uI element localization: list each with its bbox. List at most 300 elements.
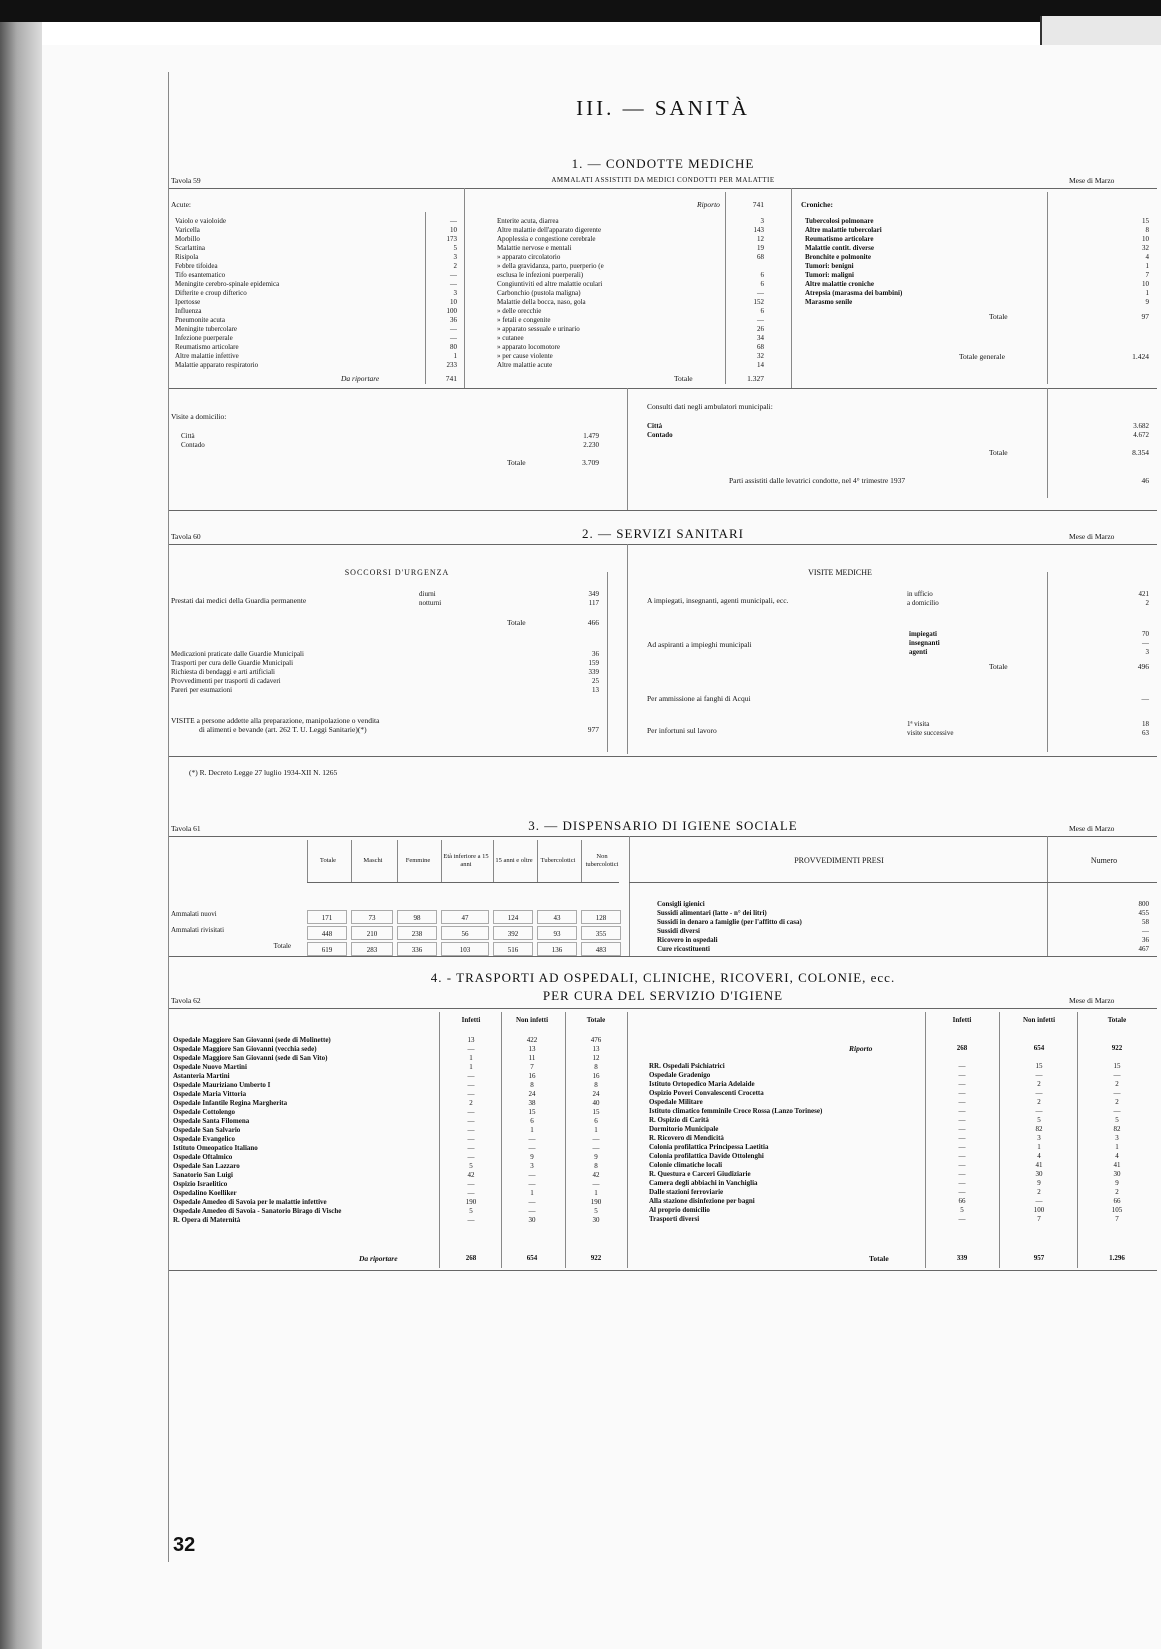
istituto-label: RR. Ospedali Psichiatrici — [649, 1062, 725, 1070]
totale-value: 2 — [1115, 1098, 1119, 1106]
croniche-row-label: Tumori: benigni — [805, 262, 854, 270]
consulti-row-value: 4.672 — [1133, 431, 1149, 439]
istituto-label: Dormitorio Municipale — [649, 1125, 719, 1133]
prestati-sub-label: notturni — [419, 599, 442, 607]
provvedimento-value: 467 — [1138, 945, 1149, 953]
dispensario-cell: 56 — [441, 926, 489, 940]
totale-value: 5 — [594, 1207, 598, 1215]
mid-row-label: Apoplessia e congestione cerebrale — [497, 235, 596, 243]
infetti-value: — — [958, 1089, 966, 1097]
croniche-row-label: Tumori: maligni — [805, 271, 854, 279]
scan-corner — [1040, 16, 1161, 46]
dispensario-cell: 136 — [537, 942, 577, 956]
acute-row-label: Reumatismo articolare — [175, 343, 239, 351]
provvedimento-label: Cure ricostituenti — [657, 945, 710, 953]
croniche-row-label: Tubercolosi polmonare — [805, 217, 874, 225]
non-infetti-value: 3 — [1037, 1134, 1041, 1142]
ospedale-label: Ospizio Israelitico — [173, 1180, 228, 1188]
acute-row-label: Ipertosse — [175, 298, 201, 306]
da-riportare-value: 922 — [590, 1254, 602, 1262]
dispensario-cell: 448 — [307, 926, 347, 940]
acute-row-value: 173 — [446, 235, 457, 243]
non-infetti-value: — — [528, 1144, 536, 1152]
ospedale-label: Ospedale Santa Filomena — [173, 1117, 250, 1125]
page-number: 32 — [173, 1534, 196, 1556]
provvedimento-label: Sussidi in denaro a famiglie (per l'affitto di casa) — [657, 918, 802, 926]
mid-row-value: 14 — [757, 361, 764, 369]
dispensario-cell: 336 — [397, 942, 437, 956]
aspiranti-value: 70 — [1142, 630, 1149, 638]
istituto-label: R. Questura e Carceri Giudiziarie — [649, 1170, 751, 1178]
croniche-row-label: Altre malattie croniche — [805, 280, 874, 288]
soccorsi-heading: SOCCORSI D'URGENZA — [344, 568, 450, 577]
divider — [464, 188, 465, 388]
dispensario-cell: 128 — [581, 910, 621, 924]
provvedimento-label: Sussidi diversi — [657, 927, 700, 935]
divider — [169, 836, 1157, 837]
s3-tavola: Tavola 61 — [171, 824, 201, 833]
book-binding-edge — [0, 22, 42, 1649]
totale-value: 1 — [594, 1126, 598, 1134]
altri-servizi-labels — [171, 650, 561, 695]
divider — [169, 544, 1157, 545]
da-riportare-value: 654 — [526, 1254, 538, 1262]
s4-tavola: Tavola 62 — [171, 996, 201, 1005]
acute-row-label: Morbillo — [175, 235, 200, 243]
acute-row-label: Varicella — [175, 226, 200, 234]
acute-values — [431, 217, 457, 370]
infetti-value: — — [467, 1108, 475, 1116]
dispensario-cell: 283 — [351, 942, 393, 956]
mid-row-value: 68 — [757, 343, 764, 351]
impiegati-label: A impiegati, insegnanti, agenti municipali, ecc. — [647, 596, 789, 605]
ospedale-label: Ospedalino Koelliker — [173, 1189, 237, 1197]
istituto-label: Ospedale Gradenigo — [649, 1071, 711, 1079]
acute-row-value: 2 — [453, 262, 457, 270]
non-infetti-value: 7 — [1037, 1215, 1041, 1223]
non-infetti-value: 9 — [1037, 1179, 1041, 1187]
mid-labels — [497, 217, 717, 370]
infetti-value: — — [958, 1107, 966, 1115]
mid-row-value: 32 — [757, 352, 764, 360]
consulti-row-value: 3.682 — [1133, 422, 1149, 430]
divider — [627, 388, 628, 510]
mid-row-label: Carbonchio (pustola maligna) — [497, 289, 581, 297]
acute-row-label: Altre malattie infettive — [175, 352, 239, 360]
infetti-value: 2 — [469, 1099, 473, 1107]
dispensario-cell: 171 — [307, 910, 347, 924]
croniche-row-label: Bronchite e polmonite — [805, 253, 871, 261]
ospedale-label: Ospedale San Lazzaro — [173, 1162, 240, 1170]
dispensario-cell: 619 — [307, 942, 347, 956]
dispensario-cell: 93 — [537, 926, 577, 940]
divider — [501, 1012, 502, 1268]
section-2-title: 2. — SERVIZI SANITARI — [582, 526, 744, 541]
mid-row-label: » apparato sessuale e urinario — [497, 325, 580, 333]
acute-row-value: 80 — [450, 343, 457, 351]
prestati-totale-value: 466 — [587, 618, 599, 627]
dispensario-row-label: Totale — [273, 942, 291, 950]
transport-right-infetti — [929, 1062, 995, 1224]
divider — [169, 956, 1157, 957]
totale-value: 105 — [1111, 1206, 1123, 1214]
infortuni-value: 18 — [1142, 720, 1149, 728]
acute-row-label: Difterite e croup difterico — [175, 289, 247, 297]
provvedimento-label: Consigli igienici — [657, 900, 705, 908]
croniche-labels — [805, 217, 1035, 307]
provvedimenti-values — [1069, 900, 1149, 954]
infetti-value: 5 — [469, 1207, 473, 1215]
divider — [169, 510, 1157, 511]
aspiranti-sub — [909, 630, 1009, 657]
non-infetti-value: 38 — [528, 1099, 536, 1107]
totale-value: 7 — [1115, 1215, 1119, 1223]
non-infetti-value: 1 — [1037, 1143, 1041, 1151]
non-infetti-value: — — [1035, 1089, 1043, 1097]
totale-value: 41 — [1113, 1161, 1121, 1169]
croniche-row-value: 9 — [1145, 298, 1149, 306]
acute-da-riportare-value: 741 — [445, 374, 457, 383]
infortuni-value: 63 — [1142, 729, 1149, 737]
aspiranti-values — [1069, 630, 1149, 657]
transport-right-labels — [649, 1062, 911, 1224]
divider — [439, 1012, 440, 1268]
infetti-value: — — [958, 1125, 966, 1133]
dispensario-cell: 73 — [351, 910, 393, 924]
right-totale-label: Totale — [869, 1254, 889, 1263]
totale-value: 13 — [592, 1045, 600, 1053]
ospedale-label: Ospedale Evangelico — [173, 1135, 236, 1143]
dispensario-cell: 103 — [441, 942, 489, 956]
infetti-value: — — [958, 1161, 966, 1169]
aspiranti-label: Ad aspiranti a impieghi municipali — [647, 640, 752, 649]
mid-row-value: 12 — [757, 235, 764, 243]
istituto-label: Dalle stazioni ferroviarie — [649, 1188, 724, 1196]
croniche-row-value: 32 — [1142, 244, 1149, 252]
mid-totale-value: 1.327 — [747, 374, 764, 383]
totale-value: — — [1113, 1071, 1121, 1079]
infetti-value: 13 — [467, 1036, 475, 1044]
totale-value: 5 — [1115, 1116, 1119, 1124]
divider — [791, 188, 792, 388]
transport-left-totale — [567, 1036, 625, 1225]
consulti-heading: Consulti dati negli ambulatori municipali: — [647, 402, 773, 411]
footnote: (*) R. Decreto Legge 27 luglio 1934-XII N. 1265 — [189, 768, 338, 777]
visite-persone-label-1: VISITE a persone addette alla preparazione, manipolazione o vendita — [171, 716, 380, 725]
istituto-label: Al proprio domicilio — [649, 1206, 710, 1214]
non-infetti-value: 24 — [528, 1090, 536, 1098]
totale-value: 6 — [594, 1117, 598, 1125]
dispensario-cell: 124 — [493, 910, 533, 924]
dispensario-col-header: Totale — [307, 840, 348, 882]
transport-col-header: Non infetti — [1022, 1016, 1056, 1024]
non-infetti-value: 16 — [528, 1072, 536, 1080]
mid-row-label: Altre malattie acute — [497, 361, 553, 369]
infetti-value: — — [467, 1090, 475, 1098]
infetti-value: 1 — [469, 1054, 473, 1062]
mid-row-label: » cutanee — [497, 334, 524, 342]
section-3-title: 3. — DISPENSARIO DI IGIENE SOCIALE — [528, 818, 798, 833]
mid-values — [734, 217, 764, 370]
divider — [607, 572, 608, 752]
acute-row-label: Tifo esantematico — [175, 271, 226, 279]
ospedale-label: Ospedale Infantile Regina Margherita — [173, 1099, 288, 1107]
non-infetti-value: 2 — [1037, 1098, 1041, 1106]
infetti-value: — — [958, 1179, 966, 1187]
istituto-label: Ospizio Poveri Convalescenti Crocetta — [649, 1089, 764, 1097]
croniche-row-value: 10 — [1142, 235, 1149, 243]
totale-value: 339 — [956, 1254, 968, 1262]
ospedale-label: Ospedale Amedeo di Savoia per le malattie infettive — [173, 1198, 327, 1206]
dispensario-row-label: Ammalati rivisitati — [171, 926, 225, 934]
totale-value: — — [592, 1144, 600, 1152]
infetti-value: 1 — [469, 1063, 473, 1071]
aspiranti-value: 3 — [1145, 648, 1149, 656]
mid-row-label: » fetali e congenite — [497, 316, 551, 324]
impiegati-value: 2 — [1145, 599, 1149, 607]
impiegati-sub-label: in ufficio — [907, 590, 933, 598]
non-infetti-value: — — [528, 1171, 536, 1179]
divider — [425, 212, 426, 384]
visite-row-value: 1.479 — [583, 432, 599, 440]
istituto-label: Colonia profilattica Principessa Laetitia — [649, 1143, 769, 1151]
provvedimento-value: 800 — [1138, 900, 1149, 908]
croniche-row-value: 7 — [1145, 271, 1149, 279]
non-infetti-value: 15 — [1035, 1062, 1043, 1070]
s3-mese: Mese di Marzo — [1069, 824, 1115, 833]
transport-right-header — [929, 1016, 1155, 1030]
croniche-row-value: 10 — [1142, 280, 1149, 288]
provvedimenti-labels — [657, 900, 1037, 954]
provvedimento-value: 36 — [1142, 936, 1149, 944]
visite-mediche-heading: VISITE MEDICHE — [808, 568, 872, 577]
croniche-row-label: Malattie contit. diverse — [805, 244, 875, 252]
dispensario-col-header: Maschi — [351, 840, 394, 882]
mid-row-value: 68 — [757, 253, 764, 261]
aspiranti-sub-label: impiegati — [909, 630, 937, 638]
acute-row-value: — — [450, 334, 457, 342]
impiegati-values — [1069, 590, 1149, 608]
totale-value: 9 — [594, 1153, 598, 1161]
non-infetti-value: 100 — [1033, 1206, 1045, 1214]
prestati-value: 117 — [588, 599, 599, 607]
croniche-row-label: Reumatismo articolare — [805, 235, 874, 243]
totale-value: 4 — [1115, 1152, 1119, 1160]
infortuni-sub-label: visite successive — [907, 729, 954, 737]
dispensario-col-header: Età inferiore a 15 anni — [441, 840, 490, 882]
totale-value: 476 — [590, 1036, 602, 1044]
mid-row-label: » apparato circolatorio — [497, 253, 561, 261]
infetti-value: 5 — [469, 1162, 473, 1170]
acute-row-label: Meningite cerebro-spinale epidemica — [175, 280, 280, 288]
ospedale-label: Ospedale Maggiore San Giovanni (sede di San Vito) — [173, 1054, 328, 1062]
infortuni-values — [1069, 720, 1149, 738]
totale-value: 30 — [592, 1216, 600, 1224]
infetti-value: — — [467, 1180, 475, 1188]
infetti-value: — — [958, 1116, 966, 1124]
totale-value: 8 — [594, 1162, 598, 1170]
mid-row-value: 26 — [757, 325, 764, 333]
prestati-totale-label: Totale — [507, 618, 526, 627]
totale-value: 15 — [1113, 1062, 1121, 1070]
dispensario-cell: 483 — [581, 942, 621, 956]
acute-row-value: 100 — [446, 307, 457, 315]
infetti-value: — — [958, 1080, 966, 1088]
consulti-labels — [647, 422, 1047, 440]
infetti-value: — — [467, 1045, 475, 1053]
infetti-value: — — [467, 1081, 475, 1089]
visite-domicilio-heading: Visite a domicilio: — [171, 412, 227, 421]
ospedale-label: Ospedale Mauriziano Umberto I — [173, 1081, 271, 1089]
ospedale-label: Ospedale Maggiore San Giovanni (sede di Molinette) — [173, 1036, 331, 1044]
mid-row-label: Enterite acuta, diarrea — [497, 217, 559, 225]
prestati-sub-label: diurni — [419, 590, 436, 598]
non-infetti-value: — — [1035, 1197, 1043, 1205]
istituto-label: Colonie climatiche locali — [649, 1161, 723, 1169]
mid-totale-label: Totale — [674, 374, 693, 383]
numero-heading: Numero — [1090, 856, 1118, 865]
altri-row-value: 159 — [588, 659, 599, 667]
aspiranti-sub-label: insegnanti — [909, 639, 940, 647]
totale-value: 957 — [1033, 1254, 1045, 1262]
non-infetti-value: — — [528, 1198, 536, 1206]
divider — [169, 1270, 1157, 1271]
non-infetti-value: — — [1035, 1107, 1043, 1115]
prestati-value: 349 — [588, 590, 599, 598]
mid-row-label: Altre malattie dell'apparato digerente — [497, 226, 602, 234]
infetti-value: — — [467, 1189, 475, 1197]
totale-value: 24 — [592, 1090, 600, 1098]
consulti-values — [1069, 422, 1149, 440]
totale-generale-label: Totale generale — [959, 352, 1005, 361]
non-infetti-value: 4 — [1037, 1152, 1041, 1160]
acute-row-label: Meningite tubercolare — [175, 325, 238, 333]
totale-value: — — [1113, 1089, 1121, 1097]
mid-row-value: — — [757, 289, 764, 297]
totale-value: 12 — [592, 1054, 600, 1062]
totale-value: 2 — [1115, 1080, 1119, 1088]
acute-row-label: Influenza — [175, 307, 202, 315]
istituto-label: Trasporti diversi — [649, 1215, 700, 1223]
infetti-value: — — [467, 1126, 475, 1134]
parti-label: Parti assistiti dalle levatrici condotte, nel 4° trimestre 1937 — [729, 476, 906, 485]
acute-labels — [175, 217, 425, 370]
infetti-value: — — [467, 1216, 475, 1224]
divider — [629, 882, 1157, 883]
mid-row-value: 6 — [760, 307, 764, 315]
non-infetti-value: 82 — [1035, 1125, 1043, 1133]
infetti-value: — — [958, 1062, 966, 1070]
mid-row-value: 19 — [757, 244, 764, 252]
divider — [627, 1012, 628, 1268]
divider — [1047, 388, 1048, 498]
consulti-row-label: Città — [647, 422, 663, 430]
croniche-row-value: 4 — [1145, 253, 1149, 261]
non-infetti-value: 5 — [1037, 1116, 1041, 1124]
infortuni-sub-label: 1ª visita — [907, 720, 930, 728]
infetti-value: — — [958, 1170, 966, 1178]
dispensario-col-header: 15 anni e oltre — [493, 840, 534, 882]
ospedale-label: Ospedale Amedeo di Savoia - Sanatorio Birago di Vische — [173, 1207, 342, 1215]
acqui-value: — — [1141, 694, 1149, 703]
parti-value: 46 — [1141, 476, 1149, 485]
istituto-label: Ospedale Militare — [649, 1098, 703, 1106]
divider — [1047, 836, 1048, 956]
visite-values — [559, 432, 599, 450]
dispensario-cell: 98 — [397, 910, 437, 924]
altri-row-label: Pareri per esumazioni — [171, 686, 233, 694]
dispensario-row-label: Ammalati nuovi — [171, 910, 217, 918]
mid-row-label: » della gravidanza, parto, puerperio (e — [497, 262, 604, 270]
non-infetti-value: — — [528, 1135, 536, 1143]
non-infetti-value: 3 — [530, 1162, 534, 1170]
totale-value: 8 — [594, 1063, 598, 1071]
divider — [169, 1008, 1157, 1009]
mid-row-label: Malattie della bocca, naso, gola — [497, 298, 586, 306]
visite-labels — [181, 432, 581, 450]
altri-row-value: 36 — [592, 650, 599, 658]
mid-row-label: » per cause violente — [497, 352, 553, 360]
right-riporto-label: Riporto — [849, 1044, 873, 1053]
totale-value: 82 — [1113, 1125, 1121, 1133]
transport-col-header: Totale — [586, 1016, 606, 1024]
dispensario-col-header: Femmine — [397, 840, 438, 882]
ospedale-label: Sanatorio San Luigi — [173, 1171, 233, 1179]
visite-persone-value: 977 — [587, 725, 599, 734]
divider — [725, 192, 726, 384]
altri-row-value: 25 — [592, 677, 599, 685]
divider — [169, 388, 1157, 389]
totale-value: 1 — [594, 1189, 598, 1197]
totale-value: 16 — [592, 1072, 600, 1080]
ospedale-label: Ospedale Oftalmico — [173, 1153, 233, 1161]
altri-row-label: Provvedimenti per trasporti di cadaveri — [171, 677, 281, 685]
acute-row-label: Malattie apparato respiratorio — [175, 361, 259, 369]
non-infetti-value: — — [1035, 1071, 1043, 1079]
scan-top-border — [0, 0, 1161, 22]
consulti-totale-value: 8.354 — [1132, 448, 1149, 457]
altri-servizi-values — [569, 650, 599, 695]
page-content — [168, 72, 1157, 1562]
altri-row-value: 339 — [588, 668, 599, 676]
mid-row-label: Congiuntiviti ed altre malattie oculari — [497, 280, 603, 288]
acute-row-label: Pneumonite acuta — [175, 316, 225, 324]
divider — [999, 1012, 1000, 1268]
dispensario-cell: 392 — [493, 926, 533, 940]
provvedimenti-heading: PROVVEDIMENTI PRESI — [794, 856, 884, 865]
s2-tavola: Tavola 60 — [171, 532, 201, 541]
istituto-label: Istituto climatico femminile Croce Rossa (Lanzo Torinese) — [649, 1107, 823, 1115]
acute-row-value: 1 — [453, 352, 457, 360]
s4-mese: Mese di Marzo — [1069, 996, 1115, 1005]
acute-row-value: — — [450, 325, 457, 333]
acute-row-value: 36 — [450, 316, 457, 324]
impiegati-value: 421 — [1138, 590, 1149, 598]
dispensario-row-labels — [171, 910, 291, 958]
istituto-label: Camera degli abbiachi in Vanchiglia — [649, 1179, 758, 1187]
non-infetti-value: 13 — [528, 1045, 536, 1053]
transport-col-header: Infetti — [952, 1016, 972, 1024]
non-infetti-value: 7 — [530, 1063, 534, 1071]
croniche-row-label: Altre malattie tubercolari — [805, 226, 882, 234]
mid-row-value: 152 — [753, 298, 764, 306]
acute-row-value: 3 — [453, 289, 457, 297]
istituto-label: R. Ospizio di Carità — [649, 1116, 709, 1124]
dispensario-cell: 238 — [397, 926, 437, 940]
totale-value: 1.296 — [1109, 1254, 1125, 1262]
transport-col-header: Totale — [1107, 1016, 1127, 1024]
croniche-row-value: 15 — [1142, 217, 1149, 225]
